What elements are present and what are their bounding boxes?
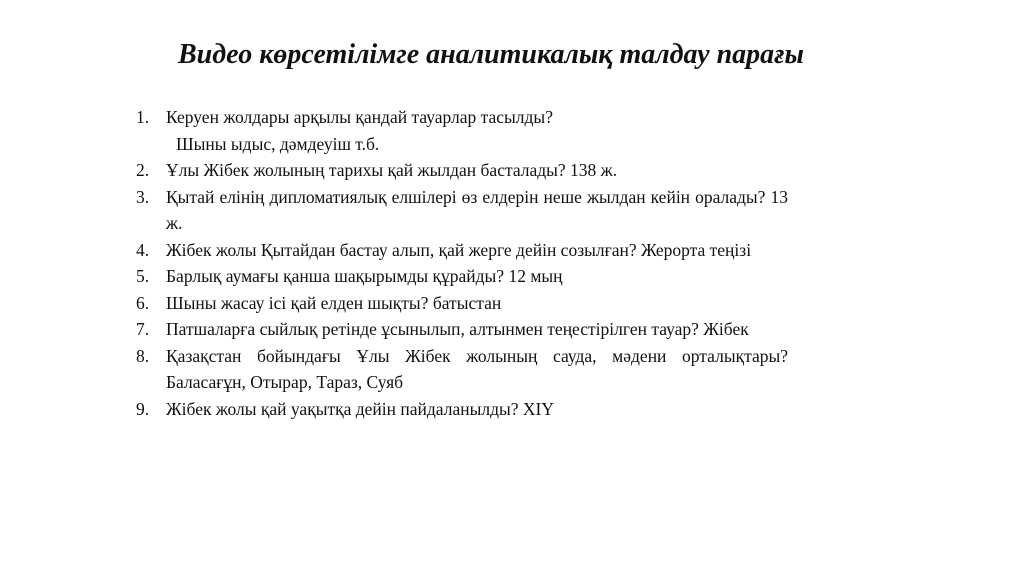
list-item-number: 8. <box>136 345 150 366</box>
list-item-text: Шыны ыдыс, дәмдеуіш т.б. <box>176 133 380 154</box>
list-item-text: Жібек жолы қай уақытқа дейін пайдаланылды? XIY <box>166 398 554 419</box>
list-item-text: Қазақстан бойындағы Ұлы Жібек жолының сауда, мәдени орталықтары? Баласағұн, Отырар, Тараз, Суяб <box>166 345 788 392</box>
list-item-answer <box>136 131 788 158</box>
list-item-text: Барлық аумағы қанша шақырымды құрайды? 12 мың <box>166 266 563 286</box>
list-item-number: 9. <box>136 398 150 419</box>
list-item <box>136 237 788 264</box>
list-item <box>136 157 788 184</box>
list-item <box>136 343 788 396</box>
list-item-text: Ұлы Жібек жолының тарихы қай жылдан басталады? 138 ж. <box>166 160 618 180</box>
list-item-number: 4. <box>136 239 150 260</box>
list-item-number: 7. <box>136 319 150 339</box>
page-title: Видео көрсетілімге аналитикалық талдау парағы <box>178 39 804 70</box>
list-item-text: Жібек жолы Қытайдан бастау алып, қай жерге дейін созылған? Жерорта теңізі <box>166 239 752 260</box>
list-item-text: Шыны жасау ісі қай елден шықты? батыстан <box>166 292 502 313</box>
list-item-number: 3. <box>136 186 150 207</box>
list-item <box>136 263 788 290</box>
list-item <box>136 396 788 423</box>
list-item-text: Керуен жолдары арқылы қандай тауарлар тасылды? <box>166 107 553 127</box>
list-item <box>136 104 788 131</box>
list-item-text: Қытай елінің дипломатиялық елшілері өз елдерін неше жылдан кейін оралады? 13 ж. <box>166 186 788 233</box>
list-item <box>136 184 788 237</box>
list-item <box>136 290 788 317</box>
list-item-number: 1. <box>136 107 150 127</box>
list-item-number: 2. <box>136 160 150 180</box>
list-item-number: 5. <box>136 266 150 286</box>
question-list <box>136 104 788 422</box>
list-item-number: 6. <box>136 292 150 313</box>
list-item <box>136 316 788 343</box>
list-item-text: Патшаларға сыйлық ретінде ұсынылып, алтынмен теңестірілген тауар? Жібек <box>166 319 749 339</box>
